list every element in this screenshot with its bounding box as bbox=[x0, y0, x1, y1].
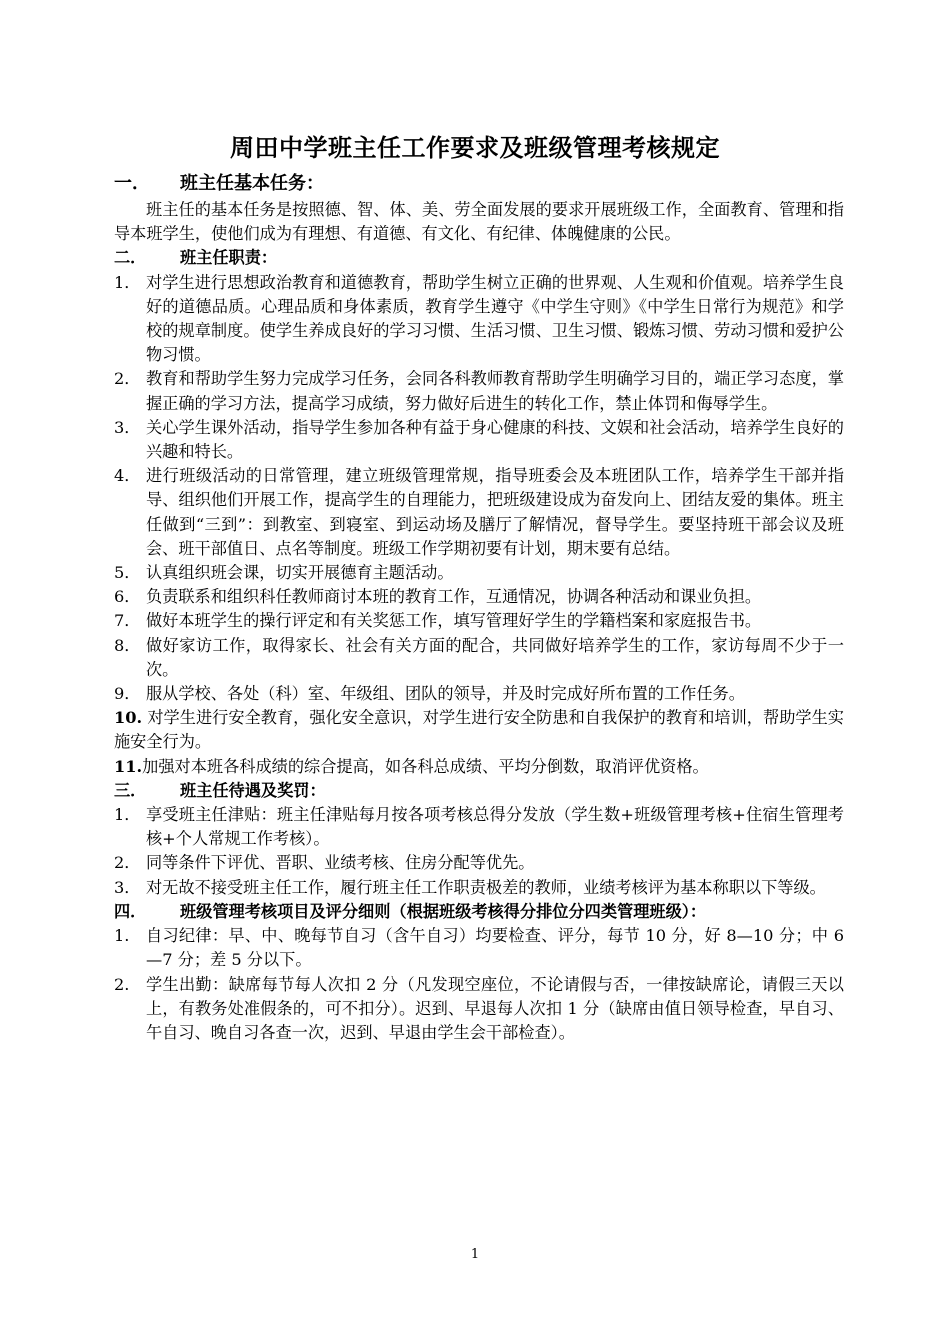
list-item-number: 2． bbox=[114, 853, 141, 873]
list-item bbox=[114, 271, 844, 368]
section-4-title: 班级管理考核项目及评分细则（根据班级考核得分排位分四类管理班级）： bbox=[180, 901, 707, 921]
list-item-text: 做好家访工作，取得家长、社会有关方面的配合，共同做好培养学生的工作，家访每周不少于一次。 bbox=[146, 635, 844, 679]
list-item bbox=[114, 755, 844, 779]
list-item bbox=[114, 585, 844, 609]
list-item-number: 6． bbox=[114, 587, 141, 607]
list-item-text: 加强对本班各科成绩的综合提高，如各科总成绩、平均分倒数，取消评优资格。 bbox=[142, 756, 709, 776]
list-item-number: 7． bbox=[114, 611, 141, 631]
section-2-heading bbox=[114, 246, 844, 270]
list-item bbox=[114, 924, 844, 972]
list-item-number: 3． bbox=[114, 877, 141, 897]
section-4-list bbox=[114, 924, 844, 1045]
list-item-text: 对学生进行思想政治教育和道德教育，帮助学生树立正确的世界观、人生观和价值观。培养学生良好的道德品质。心理品质和身体素质，教育学生遵守《中学生守则》《中学生日常行为规范》和学校的规章制度。使学生养成良好的学习习惯、生活习惯、卫生习惯、锻炼习惯、劳动习惯和爱护公物习惯。 bbox=[146, 272, 844, 365]
list-item-number: 3． bbox=[114, 417, 141, 437]
page-number: 1 bbox=[470, 1247, 480, 1262]
list-item bbox=[114, 464, 844, 561]
list-item bbox=[114, 706, 844, 754]
list-item-number: 2. bbox=[114, 974, 130, 994]
list-item-text: 对无故不接受班主任工作，履行班主任工作职责极差的教师，业绩考核评为基本称职以下等级。 bbox=[146, 877, 826, 897]
list-item-text: 对学生进行安全教育，强化安全意识，对学生进行安全防患和自我保护的教育和培训，帮助学生实施安全行为。 bbox=[114, 708, 844, 752]
section-1-title: 班主任基本任务： bbox=[180, 173, 324, 194]
section-4-heading bbox=[114, 900, 844, 924]
list-item bbox=[114, 973, 844, 1046]
section-4-number: 四． bbox=[114, 901, 147, 921]
list-item bbox=[114, 609, 844, 633]
list-item-text: 自习纪律：早、中、晚每节自习（含午自习）均要检查、评分，每节 10 分，好 8—10 分；中 6—7 分；差 5 分以下。 bbox=[146, 926, 844, 970]
list-item-number: 11. bbox=[114, 756, 143, 776]
list-item-text: 认真组织班会课，切实开展德育主题活动。 bbox=[146, 563, 454, 583]
list-item-number: 4． bbox=[114, 466, 141, 486]
list-item bbox=[114, 634, 844, 682]
list-item-text: 享受班主任津贴：班主任津贴每月按各项考核总得分发放（学生数+班级管理考核+住宿生管理考核+个人常规工作考核）。 bbox=[146, 805, 844, 849]
list-item-number: 1． bbox=[114, 272, 141, 292]
list-item bbox=[114, 367, 844, 415]
list-item-text: 学生出勤：缺席每节每人次扣 2 分（凡发现空座位，不论请假与否，一律按缺席论，请假三天以上，有教务处准假条的，可不扣分）。迟到、早退每人次扣 1 分（缺席由值日领导检查，早自习、午自习、晚自习各查一次，迟到、早退由学生会干部检查）。 bbox=[146, 974, 844, 1042]
section-1-paragraph: 班主任的基本任务是按照德、智、体、美、劳全面发展的要求开展班级工作，全面教育、管理和指导本班学生，使他们成为有理想、有道德、有文化、有纪律、体魄健康的公民。 bbox=[114, 200, 844, 244]
list-item-text: 教育和帮助学生努力完成学习任务，会同各科教师教育帮助学生明确学习目的，端正学习态度，掌握正确的学习方法，提高学习成绩，努力做好后进生的转化工作，禁止体罚和侮辱学生。 bbox=[146, 369, 844, 413]
list-item bbox=[114, 851, 844, 875]
list-item-text: 进行班级活动的日常管理，建立班级管理常规，指导班委会及本班团队工作，培养学生干部并指导、组织他们开展工作，提高学生的自理能力，把班级建设成为奋发向上、团结友爱的集体。班主任做到“三到”：到教室、到寝室、到运动场及膳厅了解情况，督导学生。要坚持班干部会议及班会、班干部值日、点名等制度。班级工作学期初要有计划，期末要有总结。 bbox=[146, 466, 844, 558]
list-item bbox=[114, 561, 844, 585]
section-3-list bbox=[114, 803, 844, 900]
list-item-number: 5． bbox=[114, 563, 141, 583]
section-3-heading bbox=[114, 779, 844, 803]
list-item bbox=[114, 803, 844, 851]
list-item-text: 负责联系和组织科任教师商讨本班的教育工作，互通情况，协调各种活动和课业负担。 bbox=[146, 587, 762, 607]
list-item bbox=[114, 682, 844, 706]
list-item bbox=[114, 416, 844, 464]
list-item-number: 9． bbox=[114, 684, 141, 704]
list-item-number: 1. bbox=[114, 926, 130, 946]
document-title: 周田中学班主任工作要求及班级管理考核规定 bbox=[230, 133, 720, 162]
list-item-number: 1． bbox=[114, 805, 141, 825]
document-body bbox=[114, 170, 844, 1045]
list-item bbox=[114, 876, 844, 900]
section-2-number: 二． bbox=[114, 248, 147, 268]
section-2-title: 班主任职责： bbox=[180, 248, 278, 268]
list-item-text: 服从学校、各处（科）室、年级组、团队的领导，并及时完成好所布置的工作任务。 bbox=[146, 684, 745, 704]
section-2-list bbox=[114, 271, 844, 779]
list-item-text: 关心学生课外活动，指导学生参加各种有益于身心健康的科技、文娱和社会活动，培养学生良好的兴趣和特长。 bbox=[146, 417, 844, 462]
section-3-number: 三． bbox=[114, 780, 147, 800]
list-item-number: 10. bbox=[114, 708, 143, 728]
section-1-heading bbox=[114, 170, 844, 198]
section-1-number: 一． bbox=[114, 173, 150, 194]
list-item-number: 2． bbox=[114, 369, 141, 389]
list-item-number: 8． bbox=[114, 635, 141, 655]
list-item-text: 同等条件下评优、晋职、业绩考核、住房分配等优先。 bbox=[146, 853, 535, 873]
list-item-text: 做好本班学生的操行评定和有关奖惩工作，填写管理好学生的学籍档案和家庭报告书。 bbox=[146, 611, 762, 631]
section-3-title: 班主任待遇及奖罚： bbox=[180, 780, 326, 800]
